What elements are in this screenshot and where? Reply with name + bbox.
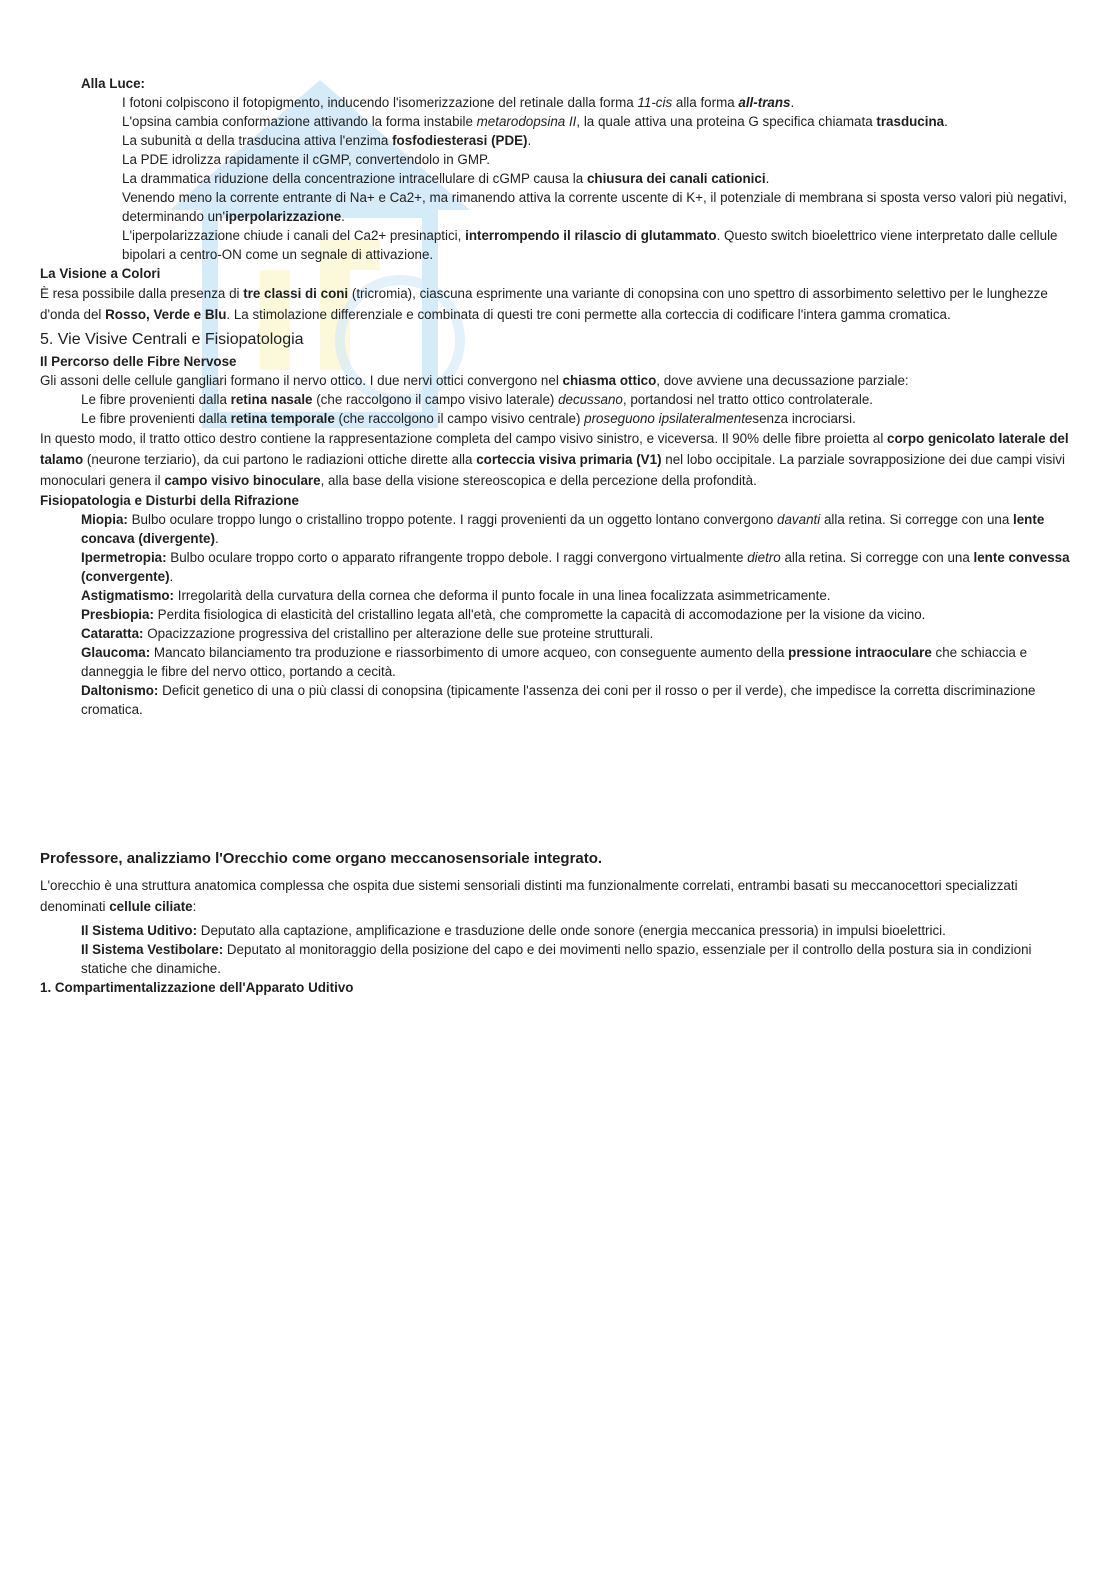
luce-heading: Alla Luce: xyxy=(81,76,145,91)
fibre-temporale: Le fibre provenienti dalla retina temporale (che raccolgono il campo visivo centrale) proseguono ipsilateralmentesenza incrociarsi. xyxy=(81,411,856,426)
fibre-nasale: Le fibre provenienti dalla retina nasale (che raccolgono il campo visivo laterale) decussano, portandosi nel tratto ottico controlaterale. xyxy=(81,392,873,407)
luce-item-3: La subunità α della trasducina attiva l'enzima fosfodiesterasi (PDE). xyxy=(122,133,532,148)
document-page xyxy=(40,74,1070,997)
luce-item-1: I fotoni colpiscono il fotopigmento, inducendo l'isomerizzazione del retinale dalla forma 11-cis alla forma all-trans. xyxy=(122,95,795,110)
section5-sub1: Il Percorso delle Fibre Nervose xyxy=(40,354,237,369)
section5-title: 5. Vie Visive Centrali e Fisiopatologia xyxy=(40,331,304,348)
colori-heading: La Visione a Colori xyxy=(40,266,161,281)
luce-item-4: La PDE idrolizza rapidamente il cGMP, convertendolo in GMP. xyxy=(122,152,490,167)
disturbo-astigmatismo: Astigmatismo: Irregolarità della curvatura della cornea che deforma il punto focale in una linea focalizzata asimmetricamente. xyxy=(81,588,831,603)
section5-sub2: Fisiopatologia e Disturbi della Rifrazione xyxy=(40,493,299,508)
section5-paragraph: In questo modo, il tratto ottico destro contiene la rappresentazione completa del campo visivo sinistro, e viceversa. Il 90% delle fibre proietta al corpo genicolato laterale del talamo (neurone terziario), da cui partono le radiazioni ottiche dirette alla corteccia visiva primaria (V1) nel lobo occipitale. La parziale sovrapposizione dei due campi visivi monoculari genera il campo visivo binoculare, alla base della visione stereoscopica e della percezione della profondità. xyxy=(40,431,1069,488)
spacer xyxy=(40,719,1070,847)
section5-intro: Gli assoni delle cellule gangliari formano il nervo ottico. I due nervi ottici convergono nel chiasma ottico, dove avviene una decussazione parziale: xyxy=(40,373,909,388)
luce-item-7: L'iperpolarizzazione chiude i canali del Ca2+ presinaptici, interrompendo il rilascio di glutammato. Questo switch bioelettrico viene interpretato dalle cellule bipolari a centro-ON come un segnale di attivazione. xyxy=(122,228,1058,262)
colori-paragraph: È resa possibile dalla presenza di tre classi di coni (tricromia), ciascuna esprimente una variante di conopsina con uno spettro di assorbimento selettivo per le lunghezze d'onda del Rosso, Verde e Blu. La stimolazione differenziale e combinata di questi tre coni permette alla corteccia di codificare l'intera gamma cromatica. xyxy=(40,286,1048,322)
disturbo-miopia: Miopia: Bulbo oculare troppo lungo o cristallino troppo potente. I raggi provenienti da un oggetto lontano convergono davanti alla retina. Si corregge con una lente concava (divergente). xyxy=(81,512,1045,546)
luce-item-2: L'opsina cambia conformazione attivando la forma instabile metarodopsina II, la quale attiva una proteina G specifica chiamata trasducina. xyxy=(122,114,948,129)
disturbo-daltonismo: Daltonismo: Deficit genetico di una o più classi di conopsina (tipicamente l'assenza dei coni per il rosso o per il verde), che impedisce la corretta discriminazione cromatica. xyxy=(81,683,1036,717)
sistema-vestibolare: Il Sistema Vestibolare: Deputato al monitoraggio della posizione del capo e dei movimenti nello spazio, essenziale per il controllo della postura sia in condizioni statiche che dinamiche. xyxy=(81,942,1032,976)
disturbo-glaucoma: Glaucoma: Mancato bilanciamento tra produzione e riassorbimento di umore acqueo, con conseguente aumento della pressione intraoculare che schiaccia e danneggia le fibre del nervo ottico, portando a cecità. xyxy=(81,645,1028,679)
sistema-uditivo: Il Sistema Uditivo: Deputato alla captazione, amplificazione e trasduzione delle onde sonore (energia meccanica pressoria) in impulsi bioelettrici. xyxy=(81,923,946,938)
disturbo-ipermetropia: Ipermetropia: Bulbo oculare troppo corto o apparato rifrangente troppo debole. I raggi convergono virtualmente dietro alla retina. Si corregge con una lente convessa (convergente). xyxy=(81,550,1070,584)
luce-item-5: La drammatica riduzione della concentrazione intracellulare di cGMP causa la chiusura dei canali cationici. xyxy=(122,171,770,186)
disturbo-presbiopia: Presbiopia: Perdita fisiologica di elasticità del cristallino legata all'età, che compromette la capacità di accomodazione per la visione da vicino. xyxy=(81,607,926,622)
orecchio-sub1: 1. Compartimentalizzazione dell'Apparato Uditivo xyxy=(40,980,354,995)
orecchio-intro: L'orecchio è una struttura anatomica complessa che ospita due sistemi sensoriali distinti ma funzionalmente correlati, entrambi basati su meccanocettori specializzati denominati cellule ciliate: xyxy=(40,878,1018,914)
orecchio-title: Professore, analizziamo l'Orecchio come organo meccanosensoriale integrato. xyxy=(40,850,603,867)
disturbo-cataratta: Cataratta: Opacizzazione progressiva del cristallino per alterazione delle sue proteine strutturali. xyxy=(81,626,654,641)
luce-item-6: Venendo meno la corrente entrante di Na+ e Ca2+, ma rimanendo attiva la corrente uscente di K+, il potenziale di membrana si sposta verso valori più negativi, determinando un'iperpolarizzazione. xyxy=(122,190,1067,224)
